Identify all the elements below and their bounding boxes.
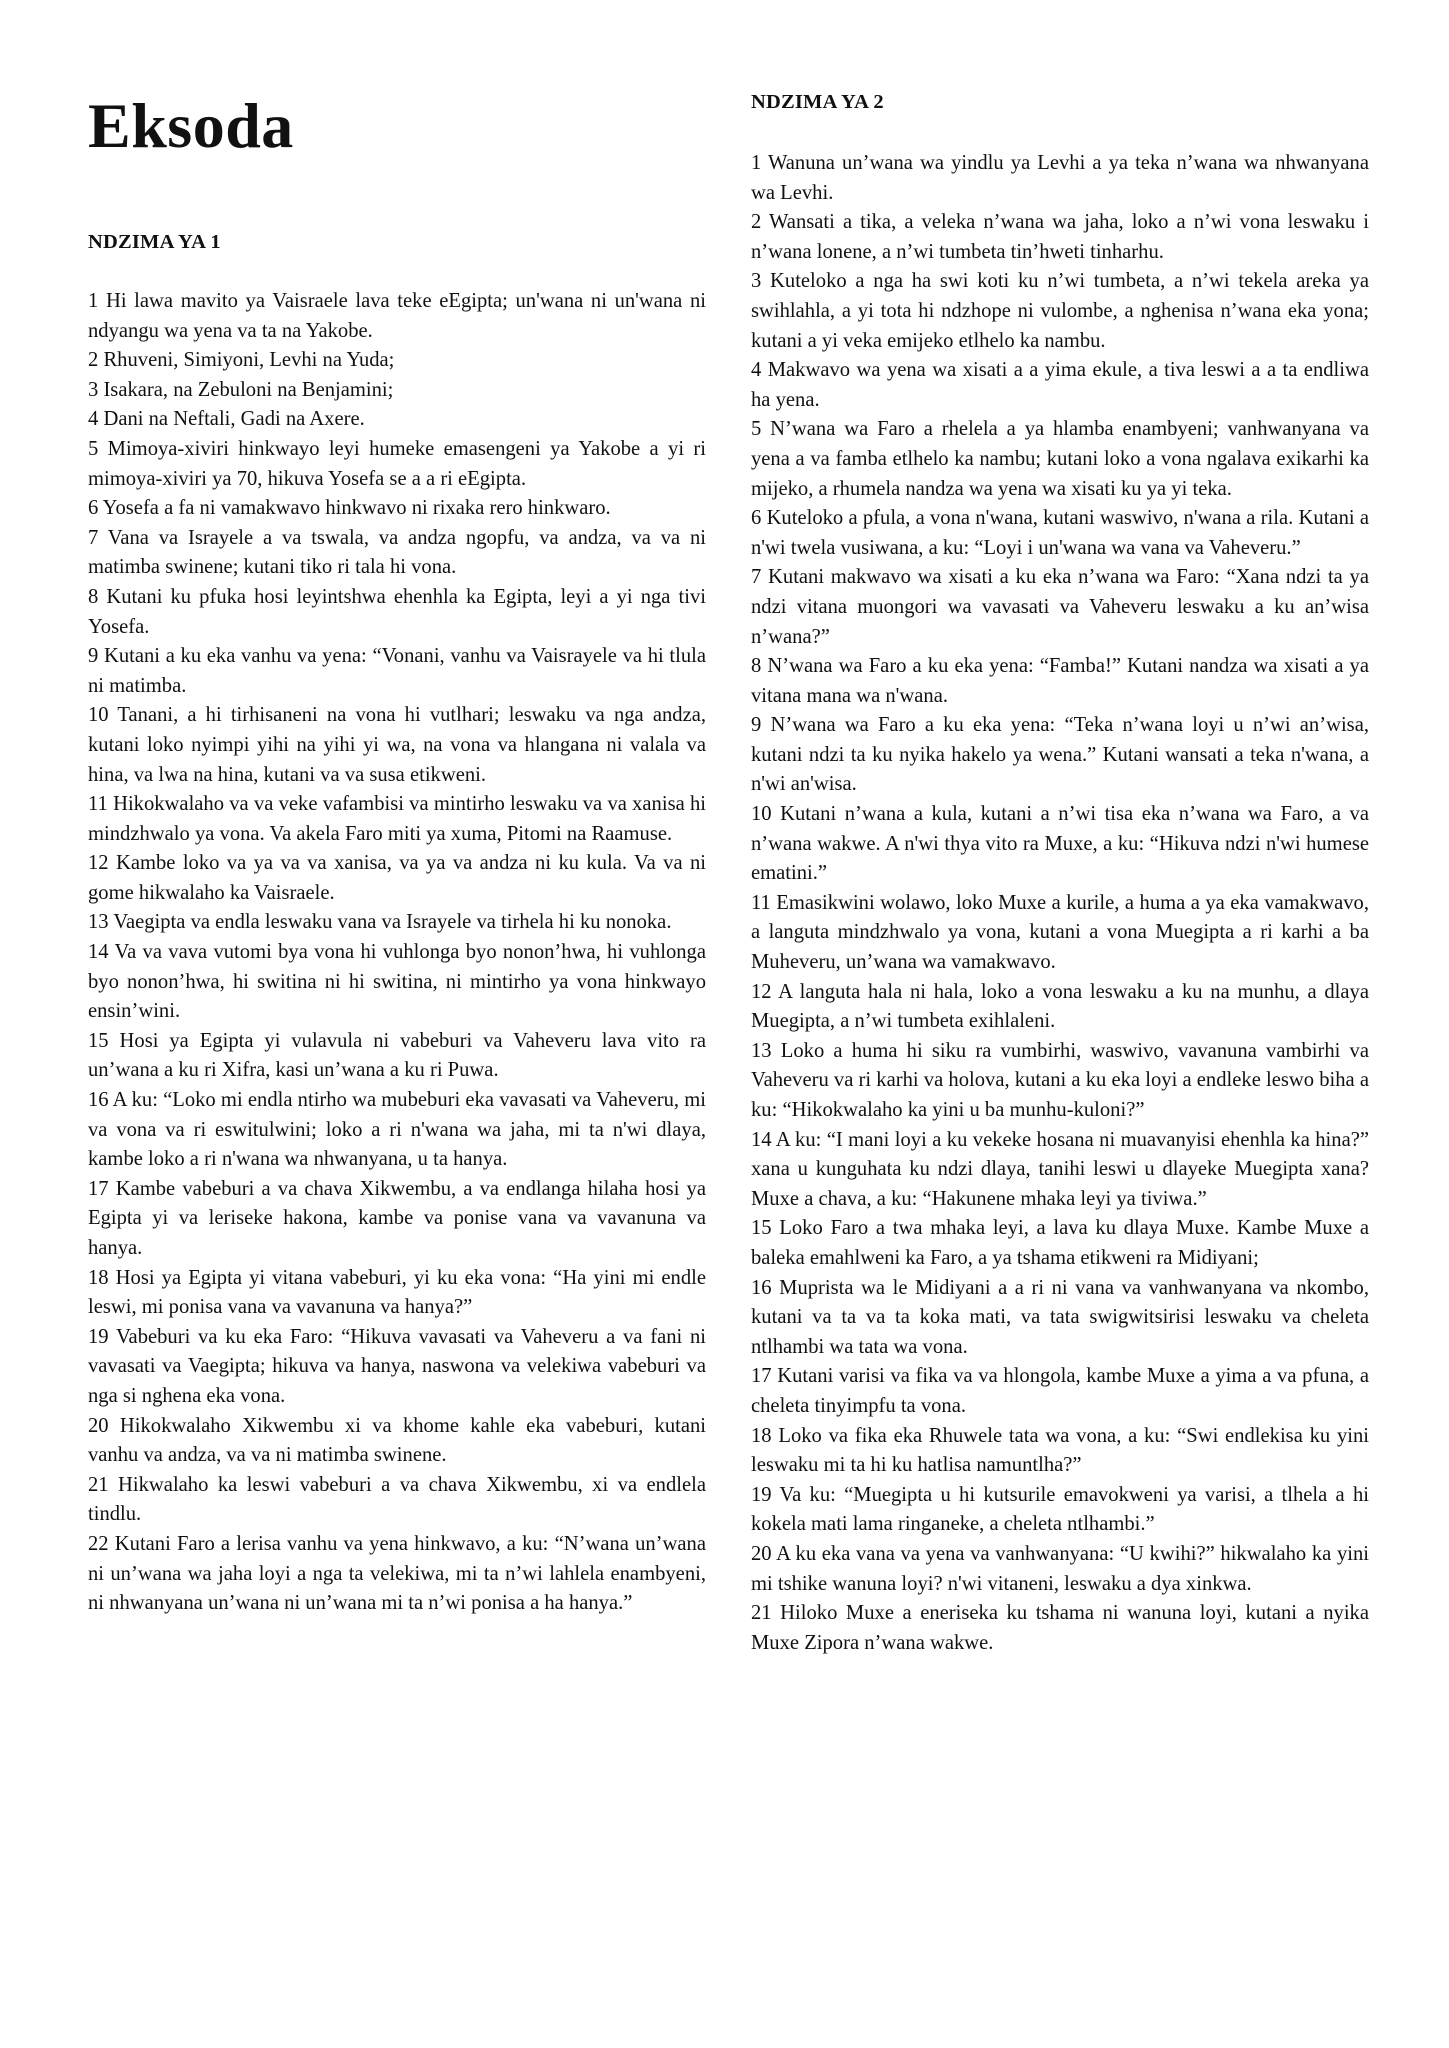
- verse: 4 Dani na Neftali, Gadi na Axere.: [88, 408, 365, 431]
- verse: 4 Makwavo wa yena wa xisati a a yima ekule, a tiva leswi a a ta endliwa ha yena.: [751, 359, 1369, 411]
- verse: 15 Hosi ya Egipta yi vulavula ni vabeburi va Vaheveru lava vito ra un’wana a ku ri Xifra, kasi un’wana a ku ri Puwa.: [88, 1029, 706, 1082]
- verse: 2 Rhuveni, Simiyoni, Levhi na Yuda;: [88, 349, 395, 372]
- verse: 10 Kutani n’wana a kula, kutani a n’wi tisa eka n’wana wa Faro, a va n’wana wakwe. A n'wi thya vito ra Muxe, a ku: “Hikuva ndzi n'wi humese ematini.”: [751, 803, 1369, 885]
- chapter-1-heading: NDZIMA YA 1: [88, 231, 221, 253]
- verse: 13 Vaegipta va endla leswaku vana va Israyele va tirhela hi ku nonoka.: [88, 911, 672, 934]
- verse: 16 Muprista wa le Midiyani a a ri ni vana va vanhwanyana va nkombo, kutani va ta va ta koka mati, va tata swigwitsirisi leswaku va cheleta ntlhambi wa tata wa vona.: [751, 1276, 1369, 1358]
- verse: 19 Vabeburi va ku eka Faro: “Hikuva vavasati va Vaheveru a va fani ni vavasati va Vaegipta; hikuva va hanya, naswona va velekiwa vabeburi va nga si nghena eka vona.: [88, 1325, 706, 1407]
- verse: 7 Kutani makwavo wa xisati a ku eka n’wana wa Faro: “Xana ndzi ta ya ndzi vitana muongori wa vavasati va Vaheveru leswaku a ku an’wisa n’wana?”: [751, 566, 1369, 648]
- verse: 3 Isakara, na Zebuloni na Benjamini;: [88, 378, 394, 401]
- verse: 21 Hiloko Muxe a eneriseka ku tshama ni wanuna loyi, kutani a nyika Muxe Zipora n’wana wakwe.: [751, 1602, 1369, 1654]
- verse: 12 A languta hala ni hala, loko a vona leswaku a ku na munhu, a dlaya Muegipta, a n’wi tumbeta exihlaleni.: [751, 980, 1369, 1033]
- verse: 14 Va va vava vutomi bya vona hi vuhlonga byo nonon’hwa, hi vuhlonga byo nonon’hwa, hi switina ni hi switina, ni mintirho ya vona hinkwayo ensin’wini.: [88, 941, 706, 1023]
- verse: 5 Mimoya-xiviri hinkwayo leyi humeke emasengeni ya Yakobe a yi ri mimoya-xiviri ya 70, hikuva Yosefa se a a ri eEgipta.: [88, 437, 706, 490]
- verse: 7 Vana va Israyele a va tswala, va andza ngopfu, va andza, va va ni matimba swinene; kutani tiko ri tala hi vona.: [88, 526, 706, 579]
- verse: 15 Loko Faro a twa mhaka leyi, a lava ku dlaya Muxe. Kambe Muxe a baleka emahlweni ka Faro, a ya tshama etikweni ra Midiyani;: [751, 1217, 1369, 1269]
- verse: 5 N’wana wa Faro a rhelela a ya hlamba enambyeni; vanhwanyana va yena a va famba etlhelo ka nambu; kutani loko a vona ngalava exikarhi ka mijeko, a rhumela nandza wa yena wa xisati ku ya yi teka.: [751, 418, 1369, 500]
- chapter-2-verses: [751, 149, 1369, 1658]
- verse: 9 N’wana wa Faro a ku eka yena: “Teka n’wana loyi u n’wi an’wisa, kutani ndzi ta ku nyika hakelo ya wena.” Kutani wansati a teka n'wana, a n'wi an'wisa.: [751, 714, 1369, 796]
- verse: 2 Wansati a tika, a veleka n’wana wa jaha, loko a n’wi vona leswaku i n’wana lonene, a n’wi tumbeta tin’hweti tinharhu.: [751, 211, 1369, 263]
- verse: 9 Kutani a ku eka vanhu va yena: “Vonani, vanhu va Vaisrayele va hi tlula ni matimba.: [88, 645, 706, 697]
- verse: 19 Va ku: “Muegipta u hi kutsurile emavokweni ya varisi, a tlhela a hi kokela mati lama ringaneke, a cheleta ntlhambi.”: [751, 1483, 1369, 1536]
- verse: 17 Kambe vabeburi a va chava Xikwembu, a va endlanga hilaha hosi ya Egipta yi va leriseke hakona, kambe va ponise vana va vavanuna va hanya.: [88, 1177, 706, 1259]
- chapter-2-heading: NDZIMA YA 2: [751, 91, 884, 113]
- verse: 12 Kambe loko va ya va va xanisa, va ya va andza ni ku kula. Va va ni gome hikwalaho ka Vaisraele.: [88, 852, 706, 904]
- verse: 6 Kuteloko a pfula, a vona n'wana, kutani waswivo, n'wana a rila. Kutani a n'wi twela vusiwana, a ku: “Loyi i un'wana wa vana va Vaheveru.”: [751, 507, 1369, 559]
- verse: 1 Wanuna un’wana wa yindlu ya Levhi a ya teka n’wana wa nhwanyana wa Levhi.: [751, 152, 1369, 204]
- verse: 20 A ku eka vana va yena va vanhwanyana: “U kwihi?” hikwalaho ka yini mi tshike wanuna loyi? n'wi vitaneni, leswaku a dya xinkwa.: [751, 1542, 1369, 1595]
- chapter-1-verses: [88, 287, 706, 1619]
- verse: 21 Hikwalaho ka leswi vabeburi a va chava Xikwembu, xi va endlela tindlu.: [88, 1473, 706, 1526]
- verse: 22 Kutani Faro a lerisa vanhu va yena hinkwavo, a ku: “N’wana un’wana ni un’wana wa jaha loyi a nga ta velekiwa, mi ta n’wi lahlela enambyeni, ni nhwanyana un’wana ni un’wana mi ta n’wi ponisa a ha hanya.”: [88, 1532, 706, 1615]
- verse: 8 Kutani ku pfuka hosi leyintshwa ehenhla ka Egipta, leyi a yi nga tivi Yosefa.: [88, 585, 706, 638]
- verse: 20 Hikokwalaho Xikwembu xi va khome kahle eka vabeburi, kutani vanhu va andza, va va ni matimba swinene.: [88, 1414, 706, 1467]
- verse: 16 A ku: “Loko mi endla ntirho wa mubeburi eka vavasati va Vaheveru, mi va vona va ri eswitulwini; loko a ri n'wana wa jaha, mi ta n'wi dlaya, kambe loko a ri n'wana wa nhwanyana, u ta hanya.: [88, 1089, 706, 1171]
- verse: 6 Yosefa a fa ni vamakwavo hinkwavo ni rixaka rero hinkwaro.: [88, 497, 611, 520]
- book-title: Eksoda: [88, 90, 294, 161]
- verse: 17 Kutani varisi va fika va va hlongola, kambe Muxe a yima a va pfuna, a cheleta tinyimpfu ta vona.: [751, 1365, 1369, 1417]
- verse: 18 Hosi ya Egipta yi vitana vabeburi, yi ku eka vona: “Ha yini mi endle leswi, mi ponisa vana va vavanuna va hanya?”: [88, 1266, 706, 1319]
- verse: 10 Tanani, a hi tirhisaneni na vona hi vutlhari; leswaku va nga andza, kutani loko nyimpi yihi na yihi yi wa, na vona va hlangana ni valala va hina, va lwa na hina, kutani va va susa etikweni.: [88, 704, 706, 786]
- verse: 11 Hikokwalaho va va veke vafambisi va mintirho leswaku va va xanisa hi mindzhwalo ya vona. Va akela Faro miti ya xuma, Pitomi na Raamuse.: [88, 793, 706, 845]
- verse: 18 Loko va fika eka Rhuwele tata wa vona, a ku: “Swi endlekisa ku yini leswaku mi ta hi ku hatlisa namuntlha?”: [751, 1424, 1369, 1477]
- verse: 1 Hi lawa mavito ya Vaisraele lava teke eEgipta; un'wana ni un'wana ni ndyangu wa yena va ta na Yakobe.: [88, 290, 706, 342]
- verse: 3 Kuteloko a nga ha swi koti ku n’wi tumbeta, a n’wi tekela areka ya swihlahla, a yi tota hi ndzhope ni vulombe, a nghenisa n’wana eka yona; kutani a yi veka emijeko etlhelo ka nambu.: [751, 270, 1369, 352]
- verse: 13 Loko a huma hi siku ra vumbirhi, waswivo, vavanuna vambirhi va Vaheveru va ri karhi va holova, kutani a ku eka loyi a endleke leswo biha a ku: “Hikokwalaho ka yini u ba munhu-kuloni?”: [751, 1039, 1369, 1121]
- verse: 11 Emasikwini wolawo, loko Muxe a kurile, a huma a ya eka vamakwavo, a languta mindzhwalo ya vona, kutani a vona Muegipta a ri karhi a ba Muheveru, un’wana wa vamakwavo.: [751, 891, 1369, 974]
- verse: 14 A ku: “I mani loyi a ku vekeke hosana ni muavanyisi ehenhla ka hina?” xana u kunguhata ku ndzi dlaya, tanihi leswi u dlayeke Muegipta xana? Muxe a chava, a ku: “Hakunene mhaka leyi ya tiviwa.”: [751, 1128, 1369, 1210]
- verse: 8 N’wana wa Faro a ku eka yena: “Famba!” Kutani nandza wa xisati a ya vitana mana wa n'wana.: [751, 655, 1369, 707]
